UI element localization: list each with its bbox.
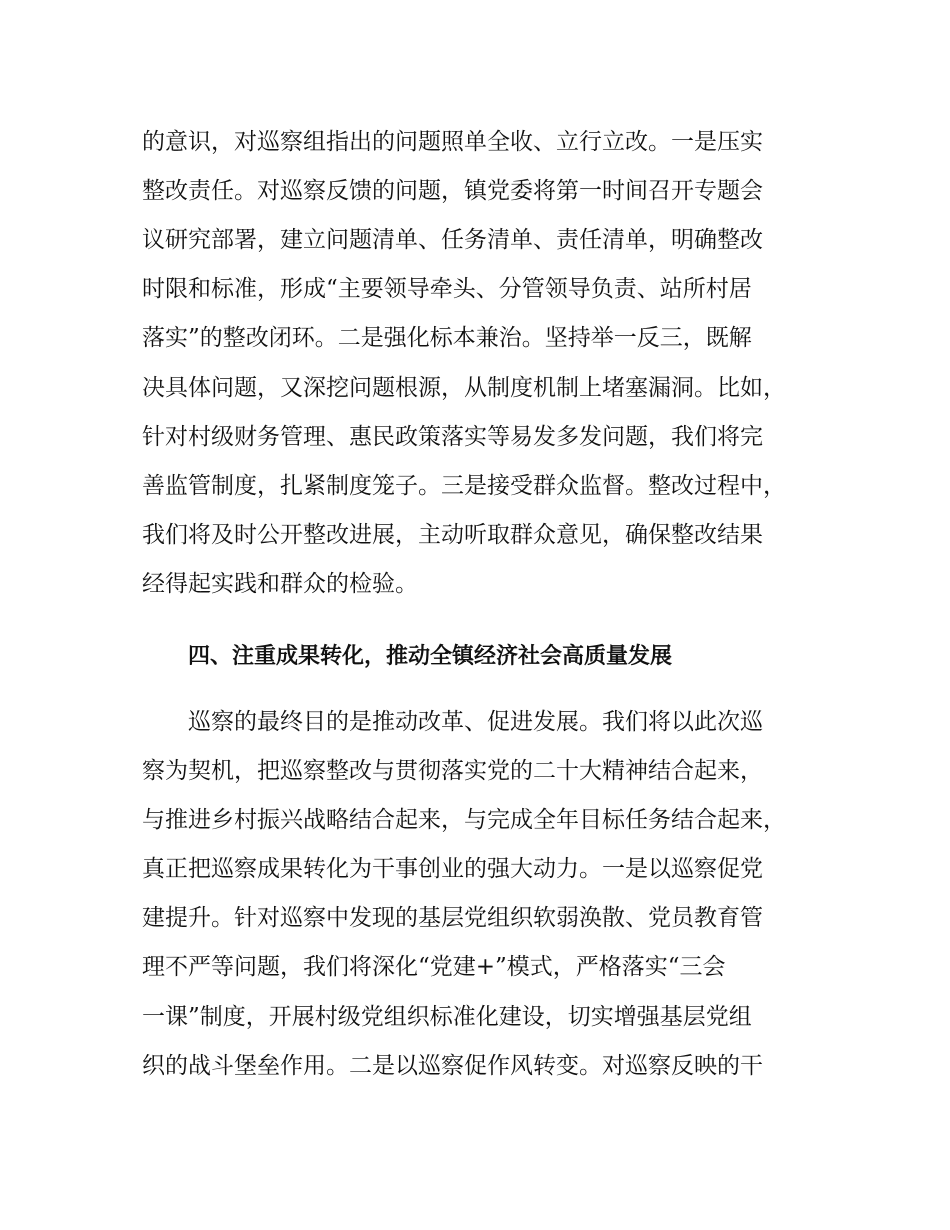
paragraph-1-line-2: 整改责任。对巡察反馈的问题，镇党委将第一时间召开专题会 xyxy=(142,178,763,204)
paragraph-1-line-7: 针对村级财务管理、惠民政策落实等易发多发问题，我们将完 xyxy=(142,424,763,450)
paragraph-2-line-3: 与推进乡村振兴战略结合起来，与完成全年目标任务结合起来， xyxy=(142,807,786,833)
paragraph-2-line-5: 建提升。针对巡察中发现的基层党组织软弱涣散、党员教育管 xyxy=(142,905,763,931)
paragraph-1-line-8: 善监管制度，扎紧制度笼子。三是接受群众监督。整改过程中， xyxy=(142,473,786,499)
paragraph-1-line-9: 我们将及时公开整改进展，主动听取群众意见，确保整改结果 xyxy=(142,522,763,548)
paragraph-1-line-10: 经得起实践和群众的检验。 xyxy=(142,571,418,597)
section-heading: 四、注重成果转化，推动全镇经济社会高质量发展 xyxy=(188,644,673,669)
paragraph-2-line-4: 真正把巡察成果转化为干事创业的强大动力。一是以巡察促党 xyxy=(142,856,763,882)
paragraph-2-line-7: 一课”制度，开展村级党组织标准化建设，切实增强基层党组 xyxy=(142,1004,752,1030)
paragraph-1-line-4: 时限和标准，形成“主要领导牵头、分管领导负责、站所村居 xyxy=(142,276,752,302)
paragraph-2-line-8: 织的战斗堡垒作用。二是以巡察促作风转变。对巡察反映的干 xyxy=(142,1053,763,1079)
paragraph-1-line-1: 的意识，对巡察组指出的问题照单全收、立行立改。一是压实 xyxy=(142,129,763,155)
paragraph-1-line-6: 决具体问题，又深挖问题根源，从制度机制上堵塞漏洞。比如， xyxy=(142,375,786,401)
paragraph-2-line-2: 察为契机，把巡察整改与贯彻落实党的二十大精神结合起来， xyxy=(142,758,763,784)
paragraph-1-line-5: 落实”的整改闭环。二是强化标本兼治。坚持举一反三，既解 xyxy=(142,325,752,351)
paragraph-1-line-3: 议研究部署，建立问题清单、任务清单、责任清单，明确整改 xyxy=(142,227,763,253)
paragraph-2-line-1: 巡察的最终目的是推动改革、促进发展。我们将以此次巡 xyxy=(188,709,763,735)
paragraph-2-line-6: 理不严等问题，我们将深化“党建+”模式，严格落实“三会 xyxy=(142,954,726,980)
